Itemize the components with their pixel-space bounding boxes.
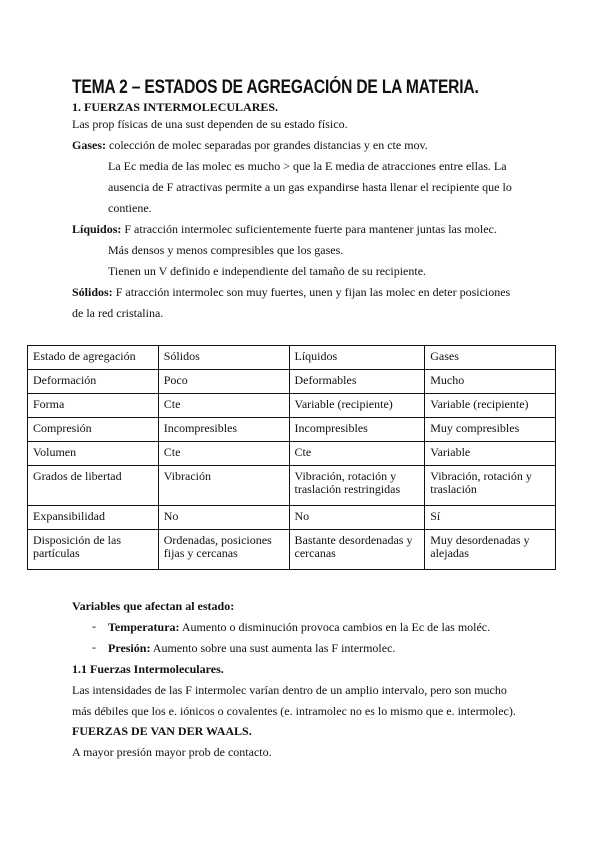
table-cell: Vibración: [158, 466, 289, 506]
table-cell: Variable (recipiente): [289, 394, 425, 418]
section-heading: 1. FUERZAS INTERMOLECULARES.: [72, 100, 279, 114]
gases-detail: La Ec media de las molec es mucho > que la E media de atracciones entre ellas. La: [108, 159, 507, 173]
table-row: [28, 370, 556, 394]
liquidos-detail: Tienen un V definido e independiente del tamaño de su recipiente.: [108, 264, 427, 278]
subsection-text: más débiles que los e. iónicos o covalentes (e. intramolec no es lo mismo que e. intermolec).: [72, 704, 516, 718]
table-cell: Compresión: [28, 418, 159, 442]
table-cell: Forma: [28, 394, 159, 418]
table-cell: Expansibilidad: [28, 506, 159, 530]
subsection-heading: 1.1 Fuerzas Intermoleculares.: [72, 662, 224, 676]
table-cell: Cte: [289, 442, 425, 466]
table-cell: No: [158, 506, 289, 530]
table-cell: Deformables: [289, 370, 425, 394]
variable-item: [108, 641, 395, 655]
table-row: [28, 466, 556, 506]
table-cell: Cte: [158, 442, 289, 466]
table-row: [28, 442, 556, 466]
gases-detail: contiene.: [108, 201, 152, 215]
solidos-text-2: de la red cristalina.: [72, 306, 164, 320]
table-row: [28, 418, 556, 442]
bullet: -: [92, 619, 96, 633]
table-cell: Deformación: [28, 370, 159, 394]
variable-label: Presión:: [108, 641, 151, 655]
table-cell: Ordenadas, posiciones fijas y cercanas: [158, 530, 289, 570]
table-cell: Muy desordenadas y alejadas: [425, 530, 556, 570]
states-table: [27, 345, 556, 570]
table-cell: No: [289, 506, 425, 530]
solidos-label: Sólidos:: [72, 285, 113, 299]
solidos-line: [72, 285, 510, 299]
gases-detail: ausencia de F atractivas permite a un gas expandirse hasta llenar el recipiente que lo: [108, 180, 512, 194]
table-cell: Vibración, rotación y traslación: [425, 466, 556, 506]
table-cell: Disposición de las partículas: [28, 530, 159, 570]
table-cell: Poco: [158, 370, 289, 394]
table-row: [28, 506, 556, 530]
table-cell: Incompresibles: [158, 418, 289, 442]
table-header-row: [28, 346, 556, 370]
table-row: [28, 530, 556, 570]
bullet: -: [92, 640, 96, 654]
table-cell: Gases: [425, 346, 556, 370]
intro-text: Las prop físicas de una sust dependen de su estado físico.: [72, 117, 348, 131]
table-cell: Variable (recipiente): [425, 394, 556, 418]
liquidos-line: [72, 222, 497, 236]
table-cell: Grados de libertad: [28, 466, 159, 506]
table-cell: Muy compresibles: [425, 418, 556, 442]
page-title: TEMA 2 – ESTADOS DE AGREGACIÓN DE LA MATERIA.: [72, 77, 479, 98]
variable-item: [108, 620, 490, 634]
table-cell: Líquidos: [289, 346, 425, 370]
liquidos-text: F atracción intermolec suficientemente fuerte para mantener juntas las molec.: [121, 222, 497, 236]
gases-label: Gases:: [72, 138, 106, 152]
table-cell: Volumen: [28, 442, 159, 466]
liquidos-detail: Más densos y menos compresibles que los gases.: [108, 243, 344, 257]
table-cell: Bastante desordenadas y cercanas: [289, 530, 425, 570]
variable-text: Aumento sobre una sust aumenta las F intermolec.: [150, 641, 396, 655]
variable-label: Temperatura:: [108, 620, 180, 634]
table-cell: Variable: [425, 442, 556, 466]
table-cell: Sí: [425, 506, 556, 530]
variable-text: Aumento o disminución provoca cambios en la Ec de las moléc.: [179, 620, 491, 634]
variables-heading: Variables que afectan al estado:: [72, 599, 235, 613]
table-cell: Vibración, rotación y traslación restringidas: [289, 466, 425, 506]
table-cell: Mucho: [425, 370, 556, 394]
solidos-text: F atracción intermolec son muy fuertes, unen y fijan las molec en deter posiciones: [112, 285, 511, 299]
vdw-text: A mayor presión mayor prob de contacto.: [72, 745, 272, 759]
table-cell: Estado de agregación: [28, 346, 159, 370]
table-cell: Sólidos: [158, 346, 289, 370]
table-cell: Cte: [158, 394, 289, 418]
gases-line: [72, 138, 428, 152]
subsection-text: Las intensidades de las F intermolec varían dentro de un amplio intervalo, pero son mucho: [72, 683, 507, 697]
gases-text: colección de molec separadas por grandes distancias y en cte mov.: [106, 138, 428, 152]
vdw-heading: FUERZAS DE VAN DER WAALS.: [72, 724, 252, 738]
table-cell: Incompresibles: [289, 418, 425, 442]
liquidos-label: Líquidos:: [72, 222, 122, 236]
table-row: [28, 394, 556, 418]
